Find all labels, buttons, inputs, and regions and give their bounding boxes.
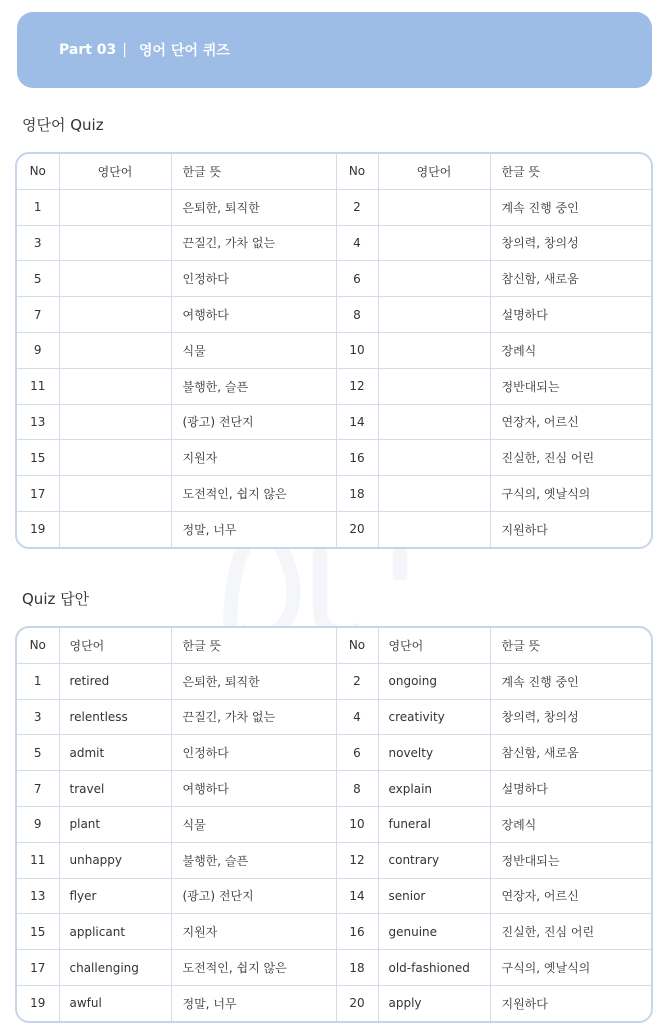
korean-meaning-cell: 지원자 bbox=[171, 440, 336, 476]
english-word-cell[interactable] bbox=[59, 440, 171, 476]
row-number-cell: 12 bbox=[336, 842, 378, 878]
english-word-cell[interactable] bbox=[59, 189, 171, 225]
english-word-cell: awful bbox=[59, 985, 171, 1020]
english-word-cell: relentless bbox=[59, 699, 171, 735]
korean-meaning-cell: 끈질긴, 가차 없는 bbox=[171, 699, 336, 735]
table-header-row bbox=[17, 628, 651, 663]
english-word-cell[interactable] bbox=[59, 511, 171, 546]
korean-meaning-cell: 창의력, 창의성 bbox=[490, 699, 651, 735]
korean-meaning-cell: 도전적인, 쉽지 않은 bbox=[171, 476, 336, 512]
table-row bbox=[17, 950, 651, 986]
english-word-cell: applicant bbox=[59, 914, 171, 950]
english-word-cell[interactable] bbox=[59, 332, 171, 368]
row-number-cell: 11 bbox=[17, 368, 59, 404]
row-number-cell: 10 bbox=[336, 806, 378, 842]
korean-meaning-cell: 불행한, 슬픈 bbox=[171, 368, 336, 404]
column-header: No bbox=[336, 628, 378, 663]
korean-meaning-cell: 진실한, 진심 어린 bbox=[490, 440, 651, 476]
table-row bbox=[17, 297, 651, 333]
table-row bbox=[17, 332, 651, 368]
table-row bbox=[17, 189, 651, 225]
row-number-cell: 8 bbox=[336, 297, 378, 333]
korean-meaning-cell: 인정하다 bbox=[171, 735, 336, 771]
english-word-cell: challenging bbox=[59, 950, 171, 986]
korean-meaning-cell: 연장자, 어르신 bbox=[490, 878, 651, 914]
korean-meaning-cell: 불행한, 슬픈 bbox=[171, 842, 336, 878]
english-word-cell[interactable] bbox=[378, 225, 490, 261]
table-row bbox=[17, 806, 651, 842]
english-word-cell: apply bbox=[378, 985, 490, 1020]
english-word-cell[interactable] bbox=[378, 511, 490, 546]
english-word-cell: unhappy bbox=[59, 842, 171, 878]
row-number-cell: 16 bbox=[336, 440, 378, 476]
english-word-cell[interactable] bbox=[59, 476, 171, 512]
header-separator: | bbox=[122, 42, 128, 58]
answer-section-title: Quiz 답안 bbox=[22, 590, 90, 608]
korean-meaning-cell: 진실한, 진심 어린 bbox=[490, 914, 651, 950]
korean-meaning-cell: 지원하다 bbox=[501, 522, 548, 537]
korean-meaning-cell: 지원자 bbox=[171, 914, 336, 950]
row-number-cell: 2 bbox=[336, 663, 378, 699]
row-number-cell: 11 bbox=[17, 842, 59, 878]
korean-meaning-cell: 식물 bbox=[171, 806, 336, 842]
column-header: 영단어 bbox=[378, 628, 490, 663]
row-number-cell: 3 bbox=[17, 699, 59, 735]
row-number-cell: 12 bbox=[336, 368, 378, 404]
table-row bbox=[17, 771, 651, 807]
table-row bbox=[17, 663, 651, 699]
korean-meaning-cell: 참신함, 새로움 bbox=[490, 735, 651, 771]
table-row bbox=[17, 225, 651, 261]
korean-meaning-cell: (광고) 전단지 bbox=[171, 404, 336, 440]
row-number-cell: 7 bbox=[17, 771, 59, 807]
english-word-cell: creativity bbox=[378, 699, 490, 735]
row-number-cell: 18 bbox=[336, 476, 378, 512]
row-number-cell: 18 bbox=[336, 950, 378, 986]
korean-meaning-cell: 도전적인, 쉽지 않은 bbox=[171, 950, 336, 986]
english-word-cell[interactable] bbox=[378, 404, 490, 440]
row-number-cell: 13 bbox=[17, 404, 59, 440]
korean-meaning-cell: 참신함, 새로움 bbox=[490, 261, 651, 297]
page-title: 영어 단어 퀴즈 bbox=[139, 43, 230, 59]
table-header-row bbox=[17, 154, 651, 189]
row-number-cell: 9 bbox=[17, 332, 59, 368]
column-header: No bbox=[17, 154, 59, 189]
row-number-cell: 15 bbox=[17, 440, 59, 476]
row-number-cell: 19 bbox=[17, 511, 59, 546]
table-row bbox=[17, 476, 651, 512]
table-row bbox=[17, 368, 651, 404]
english-word-cell: genuine bbox=[378, 914, 490, 950]
english-word-cell[interactable] bbox=[378, 297, 490, 333]
korean-meaning-cell: 정반대되는 bbox=[490, 842, 651, 878]
english-word-cell: funeral bbox=[378, 806, 490, 842]
english-word-cell[interactable] bbox=[378, 476, 490, 512]
row-number-cell: 9 bbox=[17, 806, 59, 842]
korean-meaning-cell: 창의력, 창의성 bbox=[490, 225, 651, 261]
column-header: 영단어 bbox=[59, 628, 171, 663]
english-word-cell: novelty bbox=[378, 735, 490, 771]
column-header: 영단어 bbox=[59, 154, 171, 189]
english-word-cell: explain bbox=[378, 771, 490, 807]
row-number-cell: 3 bbox=[17, 225, 59, 261]
korean-meaning-cell: 식물 bbox=[171, 332, 336, 368]
table-row bbox=[17, 440, 651, 476]
header-bar bbox=[17, 12, 652, 88]
column-header: 한글 뜻 bbox=[490, 628, 651, 663]
korean-meaning-cell: 설명하다 bbox=[490, 297, 651, 333]
korean-meaning-cell: 구식의, 옛날식의 bbox=[490, 476, 651, 512]
english-word-cell[interactable] bbox=[59, 297, 171, 333]
column-header: 영단어 bbox=[378, 154, 490, 189]
english-word-cell[interactable] bbox=[59, 261, 171, 297]
korean-meaning-cell: 지원하다 bbox=[501, 996, 548, 1011]
row-number-cell: 1 bbox=[17, 663, 59, 699]
table-row bbox=[17, 878, 651, 914]
english-word-cell: flyer bbox=[59, 878, 171, 914]
quiz-table bbox=[15, 152, 653, 549]
row-number-cell: 1 bbox=[17, 189, 59, 225]
row-number-cell: 17 bbox=[17, 476, 59, 512]
korean-meaning-cell: 구식의, 옛날식의 bbox=[490, 950, 651, 986]
english-word-cell[interactable] bbox=[59, 368, 171, 404]
english-word-cell: ongoing bbox=[378, 663, 490, 699]
english-word-cell[interactable] bbox=[378, 189, 490, 225]
english-word-cell: plant bbox=[59, 806, 171, 842]
row-number-cell: 19 bbox=[17, 985, 59, 1020]
row-number-cell: 5 bbox=[17, 261, 59, 297]
column-header: 한글 뜻 bbox=[171, 628, 336, 663]
row-number-cell: 14 bbox=[336, 404, 378, 440]
korean-meaning-cell: 은퇴한, 퇴직한 bbox=[171, 663, 336, 699]
english-word-cell: travel bbox=[59, 771, 171, 807]
row-number-cell: 16 bbox=[336, 914, 378, 950]
english-word-cell: senior bbox=[378, 878, 490, 914]
korean-meaning-cell: 여행하다 bbox=[171, 771, 336, 807]
quiz-section-title: 영단어 Quiz bbox=[22, 116, 104, 134]
table-row bbox=[17, 985, 651, 1020]
korean-meaning-cell: 계속 진행 중인 bbox=[490, 663, 651, 699]
korean-meaning-cell: (광고) 전단지 bbox=[171, 878, 336, 914]
english-word-cell[interactable] bbox=[378, 261, 490, 297]
row-number-cell: 4 bbox=[336, 699, 378, 735]
table-row bbox=[17, 735, 651, 771]
korean-meaning-cell: 은퇴한, 퇴직한 bbox=[171, 189, 336, 225]
answer-table-body bbox=[17, 628, 651, 1021]
korean-meaning-cell: 장례식 bbox=[490, 806, 651, 842]
english-word-cell: retired bbox=[59, 663, 171, 699]
row-number-cell: 15 bbox=[17, 914, 59, 950]
english-word-cell[interactable] bbox=[378, 368, 490, 404]
korean-meaning-cell: 연장자, 어르신 bbox=[490, 404, 651, 440]
english-word-cell: contrary bbox=[378, 842, 490, 878]
table-row bbox=[17, 699, 651, 735]
column-header: 한글 뜻 bbox=[490, 154, 651, 189]
row-number-cell: 7 bbox=[17, 297, 59, 333]
korean-meaning-cell: 계속 진행 중인 bbox=[490, 189, 651, 225]
row-number-cell: 8 bbox=[336, 771, 378, 807]
korean-meaning-cell: 끈질긴, 가차 없는 bbox=[171, 225, 336, 261]
korean-meaning-cell: 인정하다 bbox=[171, 261, 336, 297]
table-row bbox=[17, 261, 651, 297]
column-header: No bbox=[17, 628, 59, 663]
table-row bbox=[17, 511, 651, 546]
korean-meaning-cell: 정반대되는 bbox=[490, 368, 651, 404]
row-number-cell: 6 bbox=[336, 735, 378, 771]
row-number-cell: 17 bbox=[17, 950, 59, 986]
english-word-cell: admit bbox=[59, 735, 171, 771]
column-header: No bbox=[336, 154, 378, 189]
english-word-cell: old-fashioned bbox=[378, 950, 490, 986]
row-number-cell: 10 bbox=[336, 332, 378, 368]
row-number-cell: 6 bbox=[336, 261, 378, 297]
row-number-cell: 2 bbox=[336, 189, 378, 225]
korean-meaning-cell: 장례식 bbox=[490, 332, 651, 368]
table-row bbox=[17, 914, 651, 950]
table-row bbox=[17, 842, 651, 878]
english-word-cell[interactable] bbox=[378, 440, 490, 476]
english-word-cell[interactable] bbox=[378, 332, 490, 368]
column-header: 한글 뜻 bbox=[171, 154, 336, 189]
english-word-cell[interactable] bbox=[59, 404, 171, 440]
row-number-cell: 5 bbox=[17, 735, 59, 771]
table-row bbox=[17, 404, 651, 440]
english-word-cell[interactable] bbox=[59, 225, 171, 261]
row-number-cell: 20 bbox=[336, 985, 378, 1020]
row-number-cell: 14 bbox=[336, 878, 378, 914]
row-number-cell: 13 bbox=[17, 878, 59, 914]
row-number-cell: 20 bbox=[336, 511, 378, 546]
answer-table bbox=[15, 626, 653, 1023]
quiz-table-body bbox=[17, 154, 651, 547]
part-label: Part 03 bbox=[59, 42, 117, 58]
korean-meaning-cell: 정말, 너무 bbox=[171, 511, 336, 546]
korean-meaning-cell: 설명하다 bbox=[490, 771, 651, 807]
korean-meaning-cell: 정말, 너무 bbox=[171, 985, 336, 1020]
korean-meaning-cell: 여행하다 bbox=[171, 297, 336, 333]
row-number-cell: 4 bbox=[336, 225, 378, 261]
